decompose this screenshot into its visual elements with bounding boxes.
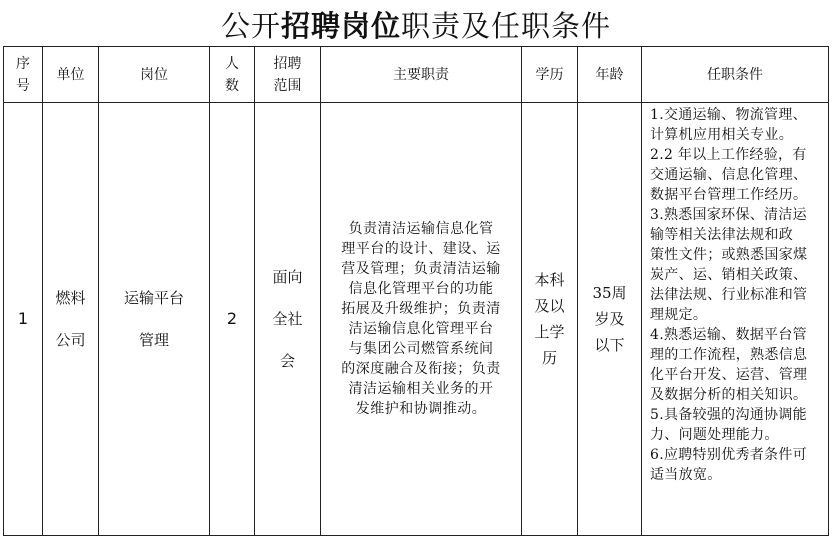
header-row: [4, 47, 829, 103]
title-part-3: 职责及任职条件: [401, 9, 612, 43]
cell-education: 本科及以上学历: [522, 103, 578, 536]
header-age: 年龄: [578, 47, 642, 103]
cell-scope: 面向 全社 会: [255, 103, 321, 536]
header-duties: 主要职责: [321, 47, 522, 103]
header-requirements: 任职条件: [642, 47, 829, 103]
cell-seq: 1: [4, 103, 43, 536]
table-row: [4, 103, 829, 536]
cell-count: 2: [210, 103, 255, 536]
cell-age: 35周岁及以下: [578, 103, 642, 536]
document-title: [0, 6, 832, 46]
header-seq: 序号: [4, 47, 43, 103]
job-requirements-table: [3, 46, 829, 536]
cell-requirements: 1.交通运输、物流管理、 计算机应用相关专业。 2.2 年以上工作经验，有 交通运输、信息化管理、 数据平台管理工作经历。 3.熟悉国家环保、清洁运 输等相关法律法规和政 策性文件；或熟悉国家煤 炭产、运、销相关政策、 法律法规、行业标准和管 理规定。 4.熟悉运输、数据平台管 理的工作流程，熟悉信息 化平台开发、运营、管理 及数据分析的相关知识。 5.具备较强的沟通协调能 力、问题处理能力。 6.应聘特别优秀者条件可 适当放宽。: [642, 103, 829, 536]
title-part-1: 公开: [220, 9, 281, 43]
cell-duties: 负责清洁运输信息化管 理平台的设计、建设、运 营及管理；负责清洁运输 信息化管理平台的功能 拓展及升级维护；负责清 洁运输信息化管理平台 与集团公司燃管系统间 的深度融合及衔接；负责 清洁运输相关业务的开 发维护和协调推动。: [321, 103, 522, 536]
header-scope: 招聘范围: [255, 47, 321, 103]
header-count: 人数: [210, 47, 255, 103]
header-position: 岗位: [99, 47, 210, 103]
title-part-2: 招聘岗位: [280, 9, 401, 43]
header-education: 学历: [522, 47, 578, 103]
cell-unit: 燃料 公司: [43, 103, 99, 536]
cell-position: 运输平台 管理: [99, 103, 210, 536]
header-unit: 单位: [43, 47, 99, 103]
